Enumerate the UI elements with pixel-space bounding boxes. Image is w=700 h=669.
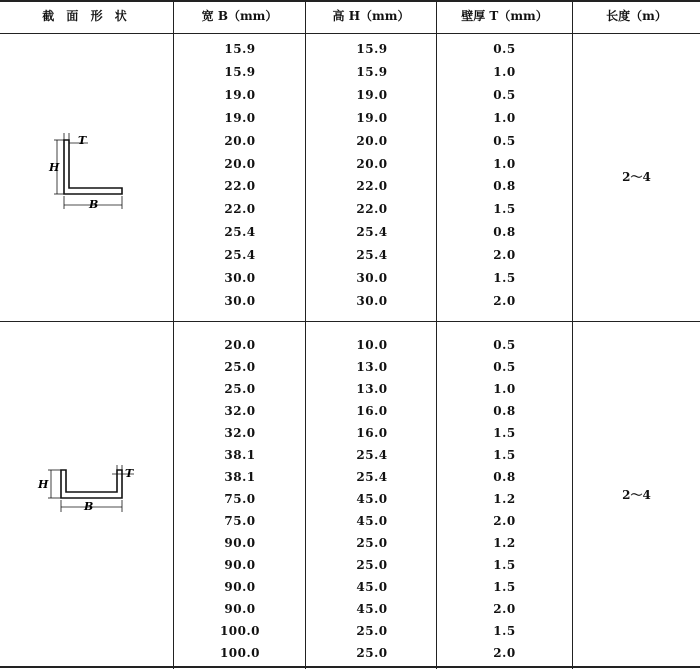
- cell-thickness: 2.0: [493, 646, 516, 660]
- column-divider: [305, 0, 306, 669]
- cell-width: 19.0: [224, 111, 256, 125]
- cell-thickness: 2.0: [493, 248, 516, 262]
- header-rule: [0, 33, 700, 34]
- cell-width: 20.0: [224, 338, 256, 352]
- cell-height: 45.0: [356, 602, 388, 616]
- cell-thickness: 1.5: [493, 426, 516, 440]
- cell-width: 30.0: [224, 294, 256, 308]
- cell-height: 20.0: [356, 134, 388, 148]
- cell-thickness: 1.5: [493, 580, 516, 594]
- cell-width: 90.0: [224, 558, 256, 572]
- cell-thickness: 1.0: [493, 382, 516, 396]
- cell-width: 100.0: [219, 646, 261, 660]
- cell-height: 30.0: [356, 294, 388, 308]
- column-divider: [572, 0, 573, 669]
- cell-height: 25.4: [356, 470, 388, 484]
- cell-width: 90.0: [224, 602, 256, 616]
- cell-width: 100.0: [219, 624, 261, 638]
- cell-thickness: 0.8: [493, 225, 516, 239]
- cell-height: 25.4: [356, 248, 388, 262]
- cell-thickness: 2.0: [493, 602, 516, 616]
- cell-height: 30.0: [356, 271, 388, 285]
- cell-thickness: 1.0: [493, 111, 516, 125]
- cell-thickness: 0.5: [493, 360, 516, 374]
- cell-height: 25.0: [356, 536, 388, 550]
- cell-height: 25.0: [356, 624, 388, 638]
- cell-width: 22.0: [224, 179, 256, 193]
- cell-width: 30.0: [224, 271, 256, 285]
- height-label: H: [49, 161, 60, 174]
- cell-width: 19.0: [224, 88, 256, 102]
- header-height: 高 H（mm）: [332, 9, 410, 23]
- header-width: 宽 B（mm）: [201, 9, 278, 23]
- cell-height: 22.0: [356, 179, 388, 193]
- cell-width: 75.0: [224, 514, 256, 528]
- header-shape: 截 面 形 状: [42, 9, 131, 23]
- cell-height: 16.0: [356, 426, 388, 440]
- cell-height: 45.0: [356, 514, 388, 528]
- cell-thickness: 1.0: [493, 65, 516, 79]
- cell-width: 25.4: [224, 225, 256, 239]
- cell-width: 32.0: [224, 404, 256, 418]
- length-value: 2～4: [622, 170, 651, 184]
- cell-thickness: 0.8: [493, 179, 516, 193]
- width-label: B: [89, 198, 99, 211]
- cell-width: 25.0: [224, 382, 256, 396]
- cell-height: 25.0: [356, 558, 388, 572]
- column-divider: [173, 0, 174, 669]
- cell-width: 20.0: [224, 157, 256, 171]
- cell-thickness: 1.5: [493, 448, 516, 462]
- cell-width: 22.0: [224, 202, 256, 216]
- height-label: H: [38, 478, 49, 491]
- cell-height: 25.0: [356, 646, 388, 660]
- cell-height: 45.0: [356, 492, 388, 506]
- cell-height: 20.0: [356, 157, 388, 171]
- cell-thickness: 0.5: [493, 42, 516, 56]
- cell-width: 90.0: [224, 536, 256, 550]
- cell-thickness: 1.5: [493, 624, 516, 638]
- cell-width: 38.1: [224, 448, 256, 462]
- column-divider: [436, 0, 437, 669]
- cell-thickness: 0.8: [493, 404, 516, 418]
- cell-width: 25.0: [224, 360, 256, 374]
- cell-thickness: 1.5: [493, 271, 516, 285]
- cell-height: 15.9: [356, 42, 388, 56]
- thickness-label: T: [125, 467, 134, 480]
- header-length: 长度（m）: [606, 9, 667, 23]
- cell-height: 22.0: [356, 202, 388, 216]
- cell-thickness: 1.5: [493, 558, 516, 572]
- cell-height: 15.9: [356, 65, 388, 79]
- cell-width: 90.0: [224, 580, 256, 594]
- cell-thickness: 0.5: [493, 88, 516, 102]
- width-label: B: [84, 500, 94, 513]
- cell-height: 25.4: [356, 225, 388, 239]
- cell-thickness: 1.5: [493, 202, 516, 216]
- cell-thickness: 0.5: [493, 134, 516, 148]
- cell-width: 32.0: [224, 426, 256, 440]
- header-thickness: 壁厚 T（mm）: [461, 9, 548, 23]
- cell-thickness: 0.8: [493, 470, 516, 484]
- angle-section-icon: [48, 132, 132, 212]
- cell-height: 19.0: [356, 88, 388, 102]
- cell-thickness: 2.0: [493, 514, 516, 528]
- group-divider: [0, 321, 700, 322]
- cell-height: 19.0: [356, 111, 388, 125]
- cell-width: 75.0: [224, 492, 256, 506]
- cell-width: 20.0: [224, 134, 256, 148]
- length-value: 2～4: [622, 488, 651, 502]
- cell-thickness: 0.5: [493, 338, 516, 352]
- cell-thickness: 1.2: [493, 492, 516, 506]
- cell-width: 15.9: [224, 42, 256, 56]
- cell-height: 13.0: [356, 360, 388, 374]
- bottom-rule: [0, 666, 700, 668]
- cell-width: 25.4: [224, 248, 256, 262]
- cell-height: 16.0: [356, 404, 388, 418]
- cell-height: 45.0: [356, 580, 388, 594]
- thickness-label: T: [78, 134, 87, 147]
- cell-height: 13.0: [356, 382, 388, 396]
- cell-thickness: 1.2: [493, 536, 516, 550]
- channel-section-icon: [34, 462, 144, 522]
- cell-thickness: 1.0: [493, 157, 516, 171]
- cell-width: 38.1: [224, 470, 256, 484]
- cell-width: 15.9: [224, 65, 256, 79]
- cell-height: 10.0: [356, 338, 388, 352]
- cell-thickness: 2.0: [493, 294, 516, 308]
- cell-height: 25.4: [356, 448, 388, 462]
